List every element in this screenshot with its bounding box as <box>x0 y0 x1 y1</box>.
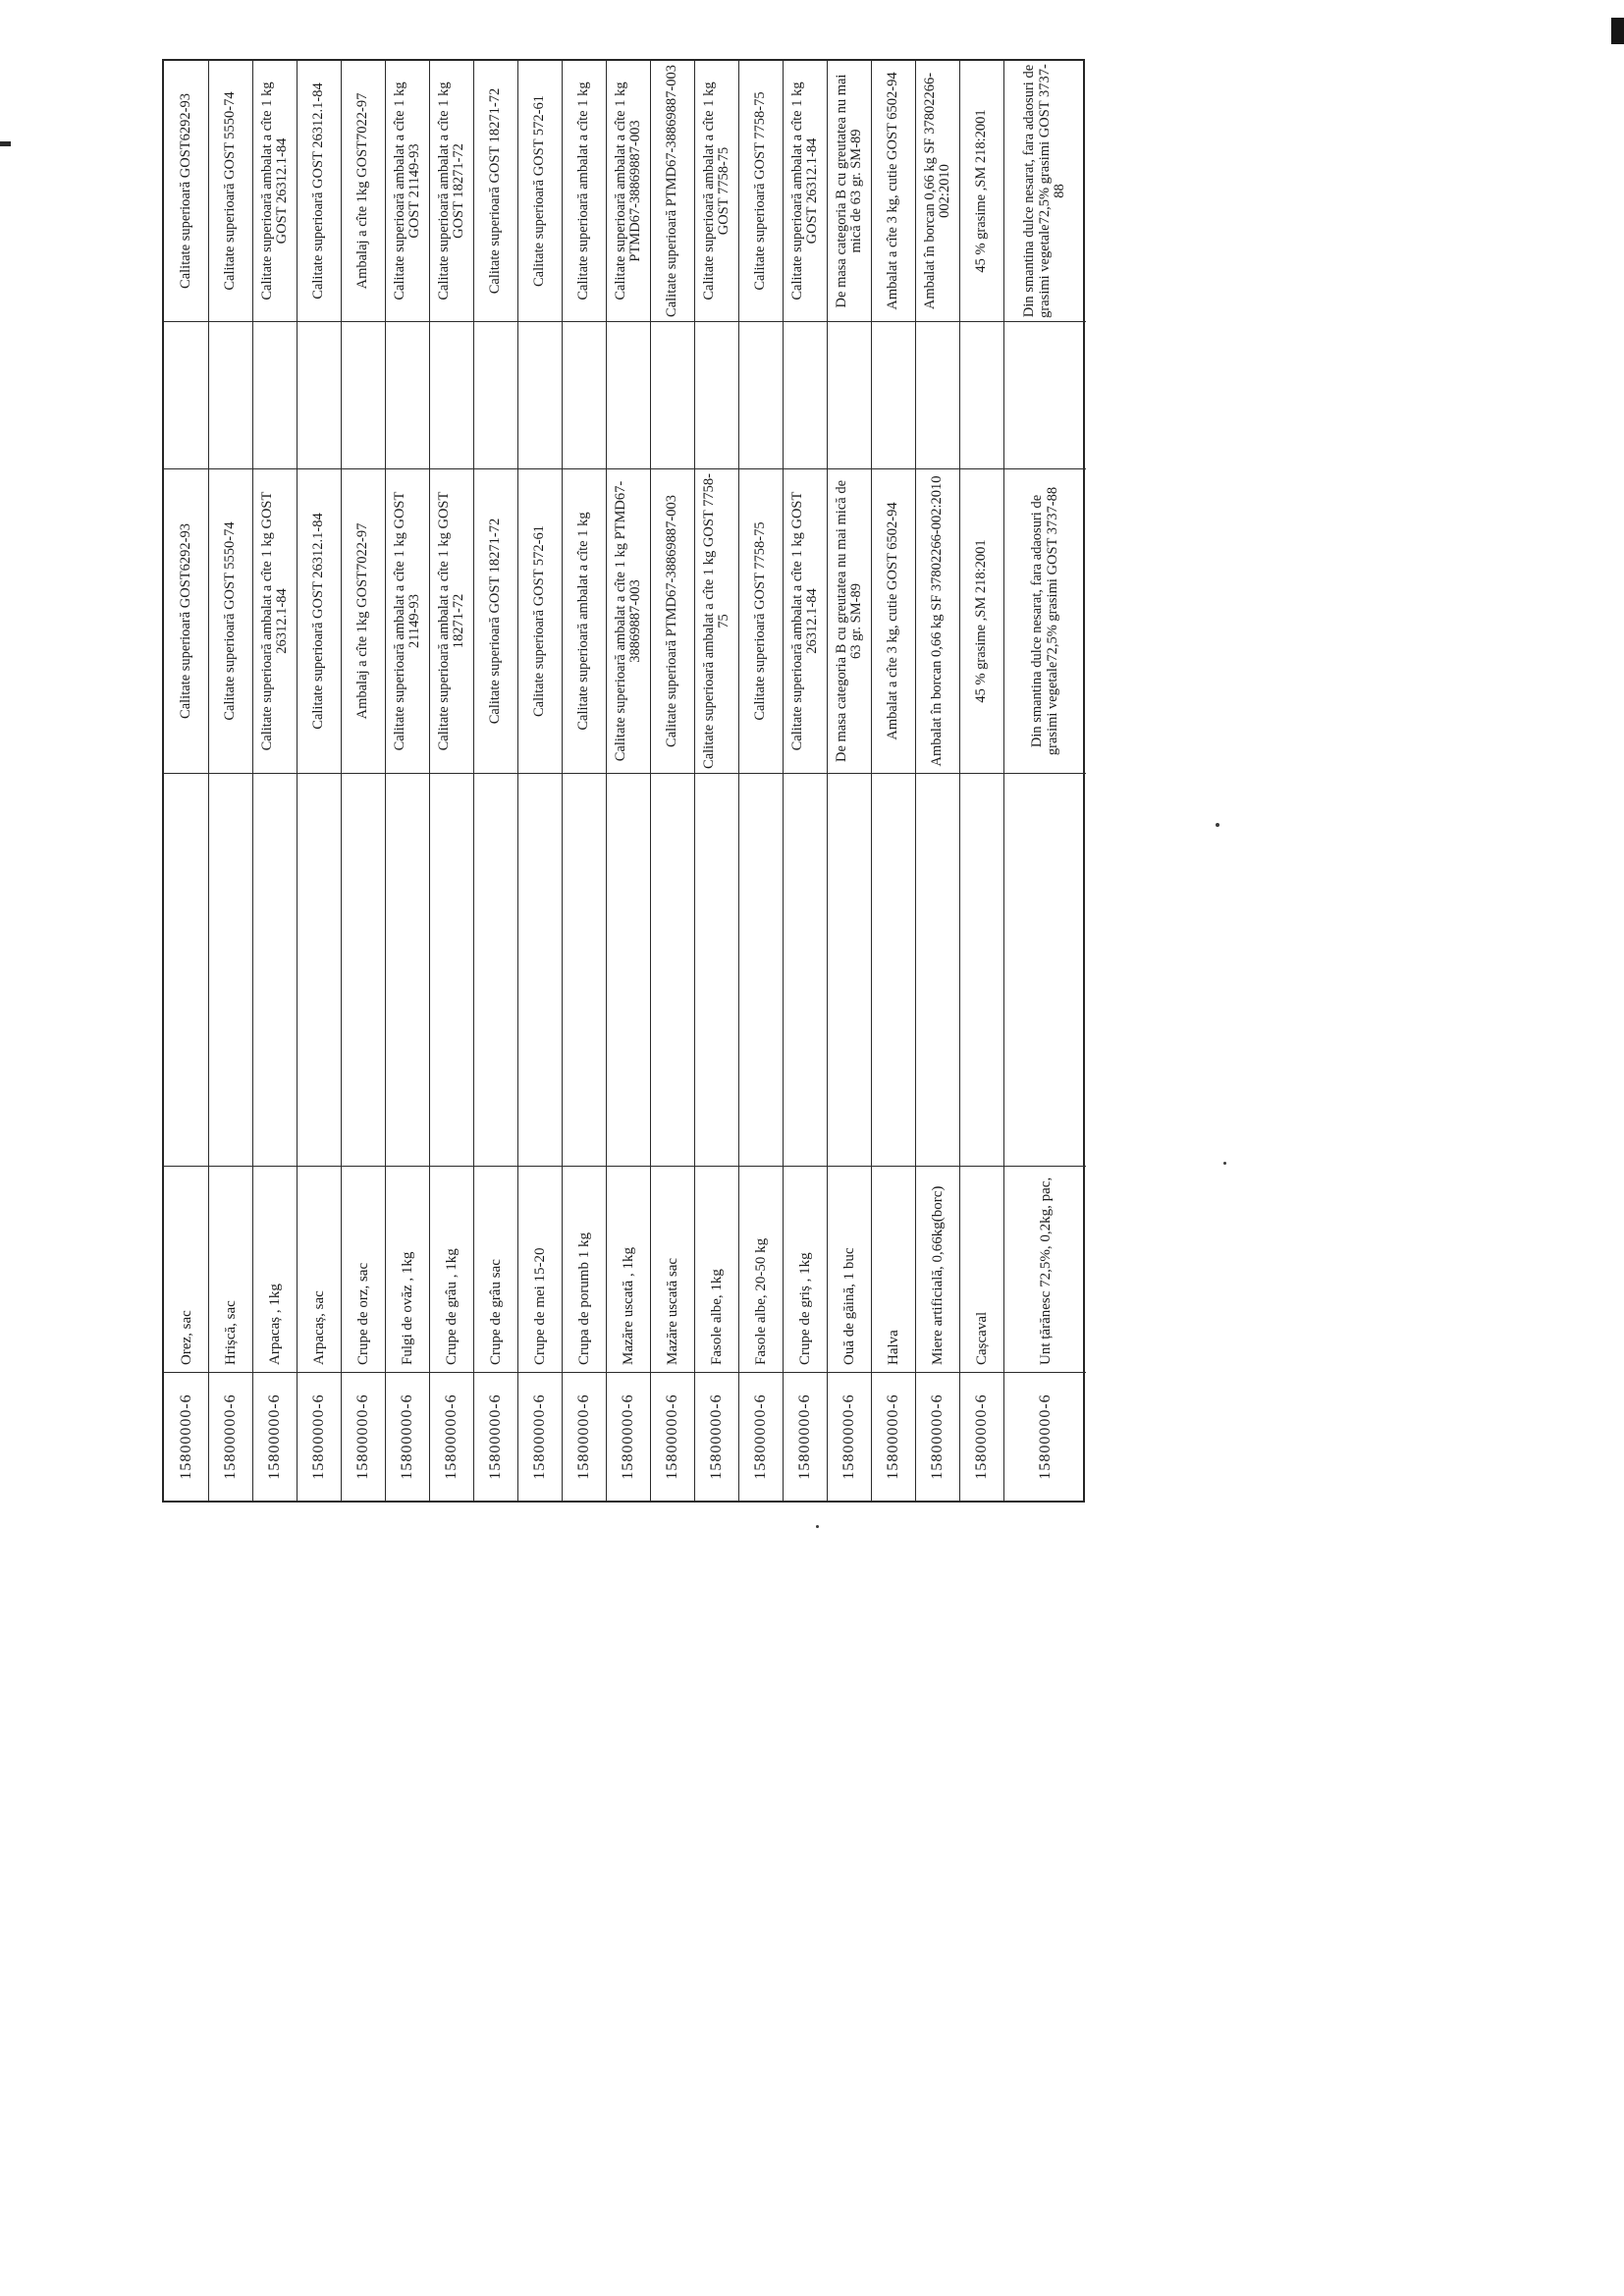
product-name-cell: Fasole albe, 20-50 kg <box>739 1167 783 1373</box>
empty-cell <box>739 322 783 469</box>
table-row <box>473 61 517 1501</box>
cpv-code-cell: 15800000-6 <box>708 1394 725 1480</box>
spec-cell-top: Calitate superioară GOST 26312.1-84 <box>298 61 341 322</box>
spec-cell-middle: Calitate superioară ambalat a cîte 1 kg GOST 18271-72 <box>430 469 473 774</box>
empty-cell <box>651 774 694 1167</box>
spec-cell-top: Calitate superioară GOST6292-93 <box>164 61 208 322</box>
cpv-code-cell: 15800000-6 <box>840 1394 857 1480</box>
scan-edge-artifact <box>0 141 11 146</box>
spec-cell-middle: Ambalat a cîte 3 kg, cutie GOST 6502-94 <box>872 469 915 774</box>
spec-cell-top: Calitate superioară GOST 5550-74 <box>209 61 252 322</box>
product-name-cell: Mazăre uscată sac <box>651 1167 694 1373</box>
table-row <box>297 61 341 1501</box>
table-row <box>1003 61 1086 1501</box>
empty-cell <box>916 322 959 469</box>
spec-cell-top: Calitate superioară ambalat a cîte 1 kg GOST 26312.1-84 <box>784 61 827 322</box>
table-row <box>341 61 385 1501</box>
products-table <box>162 59 1085 1503</box>
spec-cell-middle: Calitate superioară GOST 572-61 <box>518 469 562 774</box>
empty-cell <box>430 322 473 469</box>
scan-speck <box>1216 823 1219 827</box>
spec-cell-middle: Calitate superioară ambalat a cîte 1 kg GOST 21149-93 <box>386 469 429 774</box>
spec-cell-top: Calitate superioară ambalat a cîte 1 kg GOST 18271-72 <box>430 61 473 322</box>
spec-cell-middle: Calitate superioară GOST 7758-75 <box>739 469 783 774</box>
spec-cell-middle: Calitate superioară ambalat a cîte 1 kg GOST 26312.1-84 <box>784 469 827 774</box>
empty-cell <box>342 322 385 469</box>
spec-cell-top: Calitate superioară ambalat a cîte 1 kg GOST 7758-75 <box>695 61 738 322</box>
spec-cell-middle: De masa categoria B cu greutatea nu mai mică de 63 gr. SM-89 <box>828 469 871 774</box>
cpv-code-cell: 15800000-6 <box>664 1394 680 1480</box>
rotated-table-region <box>162 59 1085 1503</box>
spec-cell-top: Ambalat a cîte 3 kg, cutie GOST 6502-94 <box>872 61 915 322</box>
product-name-cell: Hrișcă, sac <box>209 1167 252 1373</box>
cpv-code-cell: 15800000-6 <box>885 1394 901 1480</box>
empty-cell <box>518 774 562 1167</box>
spec-cell-top: Calitate superioară ambalat a cîte 1 kg <box>563 61 606 322</box>
product-name-cell: Crupa de porumb 1 kg <box>563 1167 606 1373</box>
product-name-cell: Arpacaș , 1kg <box>253 1167 297 1373</box>
cpv-code-cell: 15800000-6 <box>443 1394 460 1480</box>
empty-cell <box>695 774 738 1167</box>
product-name-cell: Halva <box>872 1167 915 1373</box>
table-row <box>915 61 959 1501</box>
product-name-cell: Fasole albe, 1kg <box>695 1167 738 1373</box>
spec-cell-top: Calitate superioară ambalat a cîte 1 kg GOST 26312.1-84 <box>253 61 297 322</box>
table-row <box>694 61 738 1501</box>
product-name-cell: Arpacaș, sac <box>298 1167 341 1373</box>
table-row <box>871 61 915 1501</box>
table-row <box>783 61 827 1501</box>
empty-cell <box>607 774 650 1167</box>
spec-cell-top: Din smantina dulce nesarat, fara adaosuri de grasimi vegetale72,5% grasimi GOST 3737-88 <box>1004 61 1086 322</box>
empty-cell <box>784 322 827 469</box>
empty-cell <box>253 774 297 1167</box>
spec-cell-top: Ambalat în borcan 0,66 kg SF 37802266-002:2010 <box>916 61 959 322</box>
product-name-cell: Miere artificială, 0,66kg(borc) <box>916 1167 959 1373</box>
empty-cell <box>1004 322 1086 469</box>
empty-cell <box>209 322 252 469</box>
empty-cell <box>872 322 915 469</box>
table-row <box>959 61 1003 1501</box>
empty-cell <box>916 774 959 1167</box>
empty-cell <box>298 774 341 1167</box>
empty-cell <box>474 322 517 469</box>
cpv-code-cell: 15800000-6 <box>266 1394 283 1480</box>
spec-cell-top: Calitate superioară GOST 7758-75 <box>739 61 783 322</box>
product-name-cell: Fulgi de ovăz , 1kg <box>386 1167 429 1373</box>
spec-cell-middle: Calitate superioară GOST 18271-72 <box>474 469 517 774</box>
table-row <box>562 61 606 1501</box>
cpv-code-cell: 15800000-6 <box>531 1394 548 1480</box>
table-row <box>252 61 297 1501</box>
empty-cell <box>164 322 208 469</box>
product-name-cell: Cașcaval <box>960 1167 1003 1373</box>
product-name-cell: Crupe de mei 15-20 <box>518 1167 562 1373</box>
product-name-cell: Crupe de orz, sac <box>342 1167 385 1373</box>
scan-corner-artifact <box>1611 18 1624 44</box>
product-name-cell: Crupe de grâu , 1kg <box>430 1167 473 1373</box>
spec-cell-middle: Din smantina dulce nesarat, fara adaosuri de grasimi vegetale72,5% grasimi GOST 3737-88 <box>1004 469 1086 774</box>
empty-cell <box>563 774 606 1167</box>
table-row <box>517 61 562 1501</box>
spec-cell-middle: Calitate superioară GOST 26312.1-84 <box>298 469 341 774</box>
empty-cell <box>430 774 473 1167</box>
product-name-cell: Crupe de griș , 1kg <box>784 1167 827 1373</box>
cpv-code-cell: 15800000-6 <box>796 1394 813 1480</box>
cpv-code-cell: 15800000-6 <box>487 1394 504 1480</box>
cpv-code-cell: 15800000-6 <box>310 1394 327 1480</box>
cpv-code-cell: 15800000-6 <box>929 1394 946 1480</box>
empty-cell <box>386 774 429 1167</box>
product-name-cell: Ouă de găină, 1 buc <box>828 1167 871 1373</box>
table-row <box>429 61 473 1501</box>
table-row <box>606 61 650 1501</box>
empty-cell <box>298 322 341 469</box>
cpv-code-cell: 15800000-6 <box>222 1394 239 1480</box>
table-row <box>650 61 694 1501</box>
cpv-code-cell: 15800000-6 <box>752 1394 769 1480</box>
spec-cell-middle: Calitate superioară ambalat a cîte 1 kg <box>563 469 606 774</box>
empty-cell <box>695 322 738 469</box>
spec-cell-middle: Calitate superioară GOST 5550-74 <box>209 469 252 774</box>
spec-cell-top: Ambalaj a cîte 1kg GOST7022-97 <box>342 61 385 322</box>
scan-speck <box>1223 1162 1226 1165</box>
empty-cell <box>828 774 871 1167</box>
spec-cell-top: Calitate superioară ambalat a cîte 1 kg PTMD67-38869887-003 <box>607 61 650 322</box>
product-name-cell: Mazăre uscată , 1kg <box>607 1167 650 1373</box>
empty-cell <box>386 322 429 469</box>
empty-cell <box>651 322 694 469</box>
scan-speck <box>816 1525 819 1528</box>
spec-cell-middle: Calitate superioară ambalat a cîte 1 kg GOST 26312.1-84 <box>253 469 297 774</box>
spec-cell-top: Calitate superioară ambalat a cîte 1 kg GOST 21149-93 <box>386 61 429 322</box>
spec-cell-middle: Ambalaj a cîte 1kg GOST7022-97 <box>342 469 385 774</box>
empty-cell <box>209 774 252 1167</box>
empty-cell <box>960 322 1003 469</box>
table-row <box>208 61 252 1501</box>
empty-cell <box>607 322 650 469</box>
table-row <box>385 61 429 1501</box>
empty-cell <box>1004 774 1086 1167</box>
spec-cell-top: De masa categoria B cu greutatea nu mai mică de 63 gr. SM-89 <box>828 61 871 322</box>
spec-cell-middle: Calitate superioară ambalat a cîte 1 kg GOST 7758-75 <box>695 469 738 774</box>
product-name-cell: Crupe de grâu sac <box>474 1167 517 1373</box>
empty-cell <box>739 774 783 1167</box>
spec-cell-top: Calitate superioară GOST 572-61 <box>518 61 562 322</box>
cpv-code-cell: 15800000-6 <box>1036 1394 1054 1480</box>
empty-cell <box>563 322 606 469</box>
product-name-cell: Orez, sac <box>164 1167 208 1373</box>
cpv-code-cell: 15800000-6 <box>399 1394 415 1480</box>
spec-cell-middle: Calitate superioară ambalat a cîte 1 kg PTMD67-38869887-003 <box>607 469 650 774</box>
spec-cell-top: Calitate superioară PTMD67-38869887-003 <box>651 61 694 322</box>
cpv-code-cell: 15800000-6 <box>575 1394 592 1480</box>
spec-cell-top: 45 % grasime ,SM 218:2001 <box>960 61 1003 322</box>
empty-cell <box>164 774 208 1167</box>
spec-cell-middle: Calitate superioară GOST6292-93 <box>164 469 208 774</box>
empty-cell <box>342 774 385 1167</box>
spec-cell-middle: Ambalat în borcan 0,66 kg SF 37802266-002:2010 <box>916 469 959 774</box>
empty-cell <box>784 774 827 1167</box>
cpv-code-cell: 15800000-6 <box>620 1394 636 1480</box>
spec-cell-middle: Calitate superioară PTMD67-38869887-003 <box>651 469 694 774</box>
cpv-code-cell: 15800000-6 <box>354 1394 371 1480</box>
cpv-code-cell: 15800000-6 <box>973 1394 990 1480</box>
empty-cell <box>253 322 297 469</box>
spec-cell-middle: 45 % grasime ,SM 218:2001 <box>960 469 1003 774</box>
table-row <box>738 61 783 1501</box>
empty-cell <box>518 322 562 469</box>
spec-cell-top: Calitate superioară GOST 18271-72 <box>474 61 517 322</box>
product-name-cell: Unt țărănesc 72,5%, 0,2kg, pac, <box>1004 1167 1086 1373</box>
table-row <box>164 61 208 1501</box>
empty-cell <box>474 774 517 1167</box>
empty-cell <box>828 322 871 469</box>
empty-cell <box>872 774 915 1167</box>
table-row <box>827 61 871 1501</box>
empty-cell <box>960 774 1003 1167</box>
cpv-code-cell: 15800000-6 <box>177 1394 194 1480</box>
